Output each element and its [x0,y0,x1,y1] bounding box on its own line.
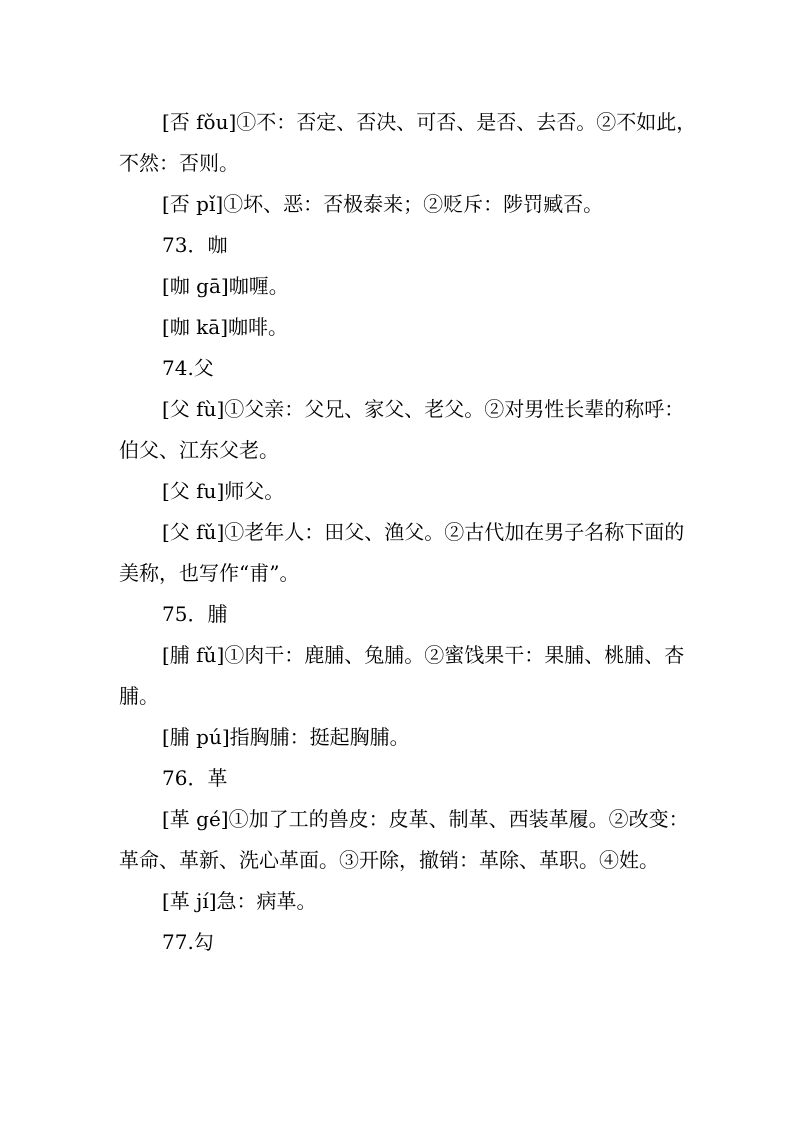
entry-pu: [脯 pú]指胸脯：挺起胸脯。 [162,725,410,749]
entry-ka: [咖 kā]咖啡。 [162,315,289,339]
entry-fu3-dried: [脯 fǔ]①肉干：鹿脯、兔脯。②蜜饯果干：果脯、桃脯、杏脯。 [119,643,685,708]
entry-ga: [咖 gā]咖喱。 [162,274,289,298]
entry-ge: [革 gé]①加了工的兽皮：皮革、制革、西装革履。②改变：革命、革新、洗心革面。③开除，撤销：革除、革职。④姓。 [119,807,689,872]
heading-75: 75．脯 [162,602,228,626]
entry-fu-neutral: [父 fu]师父。 [162,479,285,503]
heading-76: 76．革 [162,766,228,790]
heading-74: 74.父 [162,356,214,380]
entry-fu3: [父 fǔ]①老年人：田父、渔父。②古代加在男子名称下面的美称，也写作“甫”。 [119,520,685,585]
heading-77: 77.勾 [162,930,214,954]
entry-fou: [否 fǒu]①不：否定、否决、可否、是否、去否。②不如此，不然：否则。 [119,110,697,175]
entry-fu4: [父 fù]①父亲：父兄、家父、老父。②对男性长辈的称呼：伯父、江东父老。 [119,397,685,462]
entry-pi: [否 pǐ]①坏、恶：否极泰来；②贬斥：陟罚臧否。 [162,192,604,216]
document-body [119,102,699,963]
entry-ji: [革 jí]急：病革。 [162,889,317,913]
heading-73: 73．咖 [162,233,228,257]
